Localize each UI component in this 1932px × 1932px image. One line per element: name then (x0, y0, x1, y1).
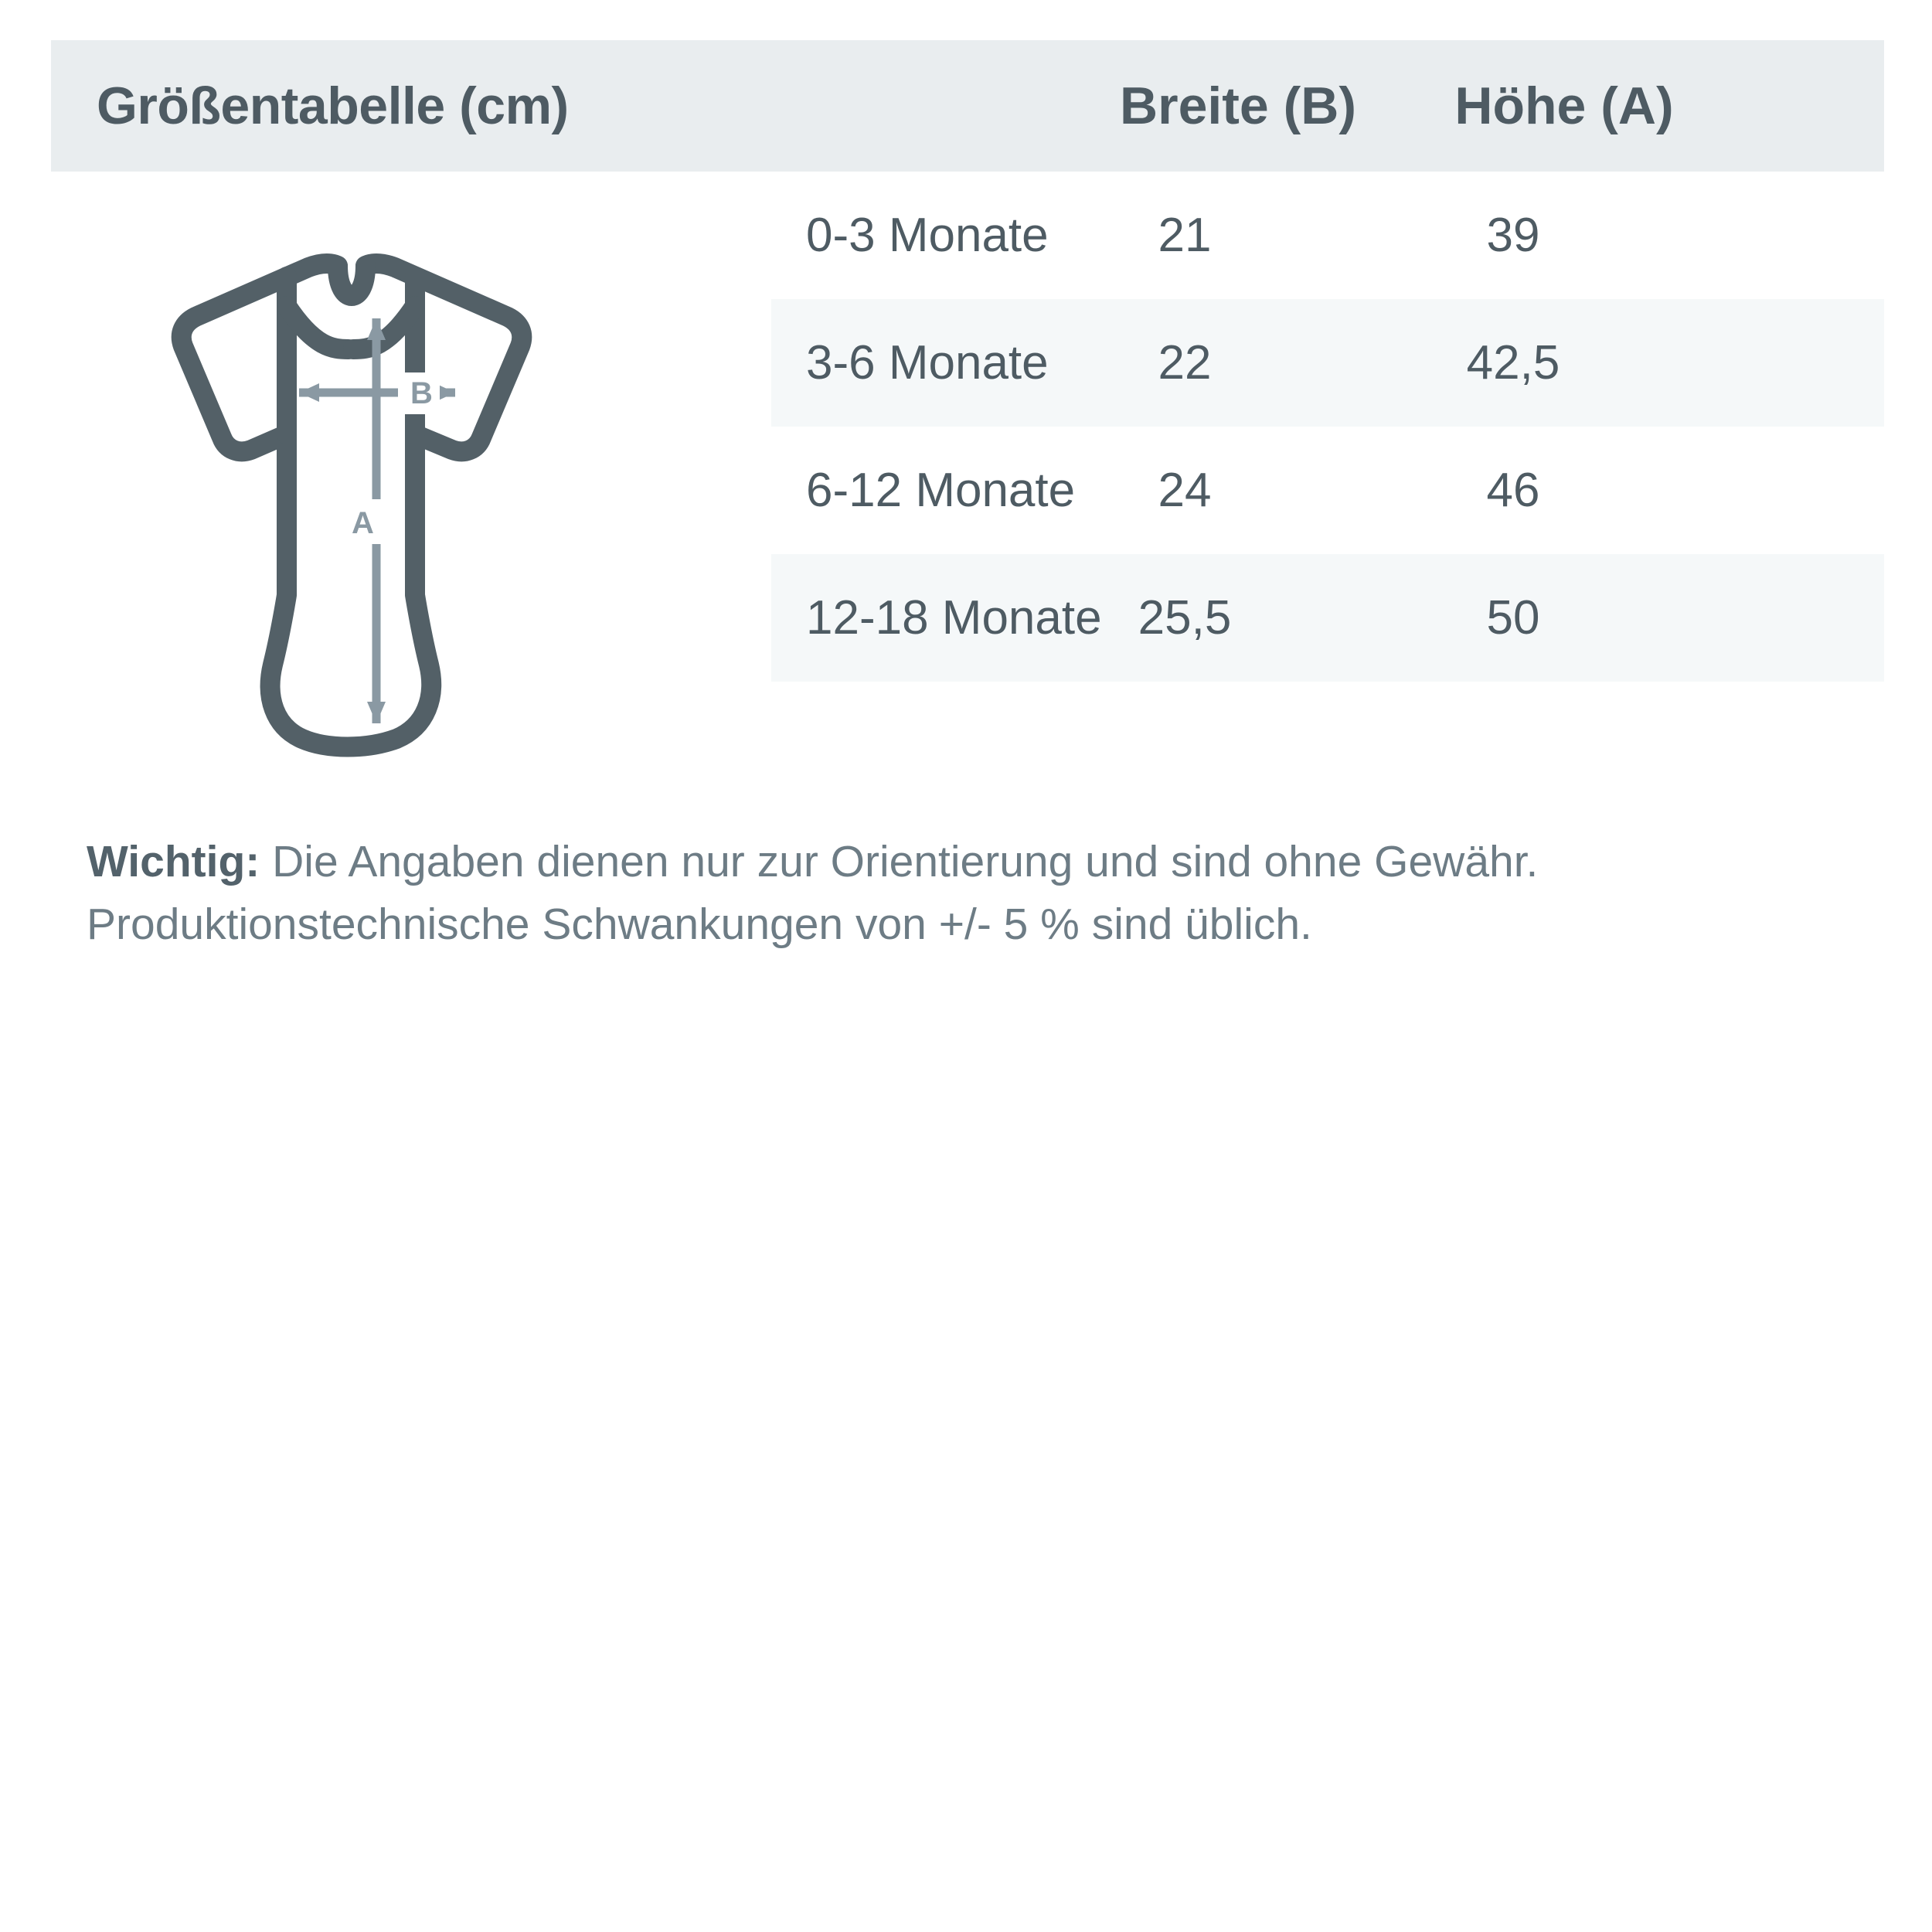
baby-bodysuit-illustration (135, 232, 692, 788)
cell-size: 0-3 Monate (806, 209, 1049, 262)
table-row (771, 172, 1884, 299)
label-b: B (410, 376, 433, 410)
cell-size: 3-6 Monate (806, 336, 1049, 389)
cell-size: 6-12 Monate (806, 464, 1076, 517)
cell-width: 21 (1158, 209, 1212, 262)
cell-size: 12-18 Monate (806, 591, 1102, 645)
disclaimer-text: Die Angaben dienen nur zur Orientierung und sind ohne Gewähr. Produktionstechnische Schwankungen von +/- 5 % sind üblich. (87, 837, 1539, 949)
cell-height: 42,5 (1466, 336, 1560, 389)
column-header-height: Höhe (A) (1454, 77, 1674, 135)
cell-width: 24 (1158, 464, 1212, 517)
page-title: Größentabelle (cm) (97, 77, 569, 135)
cell-width: 25,5 (1138, 591, 1232, 645)
cell-height: 39 (1486, 209, 1540, 262)
column-header-width: Breite (B) (1120, 77, 1357, 135)
disclaimer (87, 831, 1864, 956)
label-a: A (352, 506, 374, 540)
cell-width: 22 (1158, 336, 1212, 389)
disclaimer-label: Wichtig: (87, 837, 260, 886)
cell-height: 50 (1486, 591, 1540, 645)
cell-height: 46 (1486, 464, 1540, 517)
table-row (771, 299, 1884, 427)
table-row (771, 427, 1884, 554)
size-table (771, 172, 1884, 682)
table-row (771, 554, 1884, 682)
table-header (51, 40, 1884, 172)
